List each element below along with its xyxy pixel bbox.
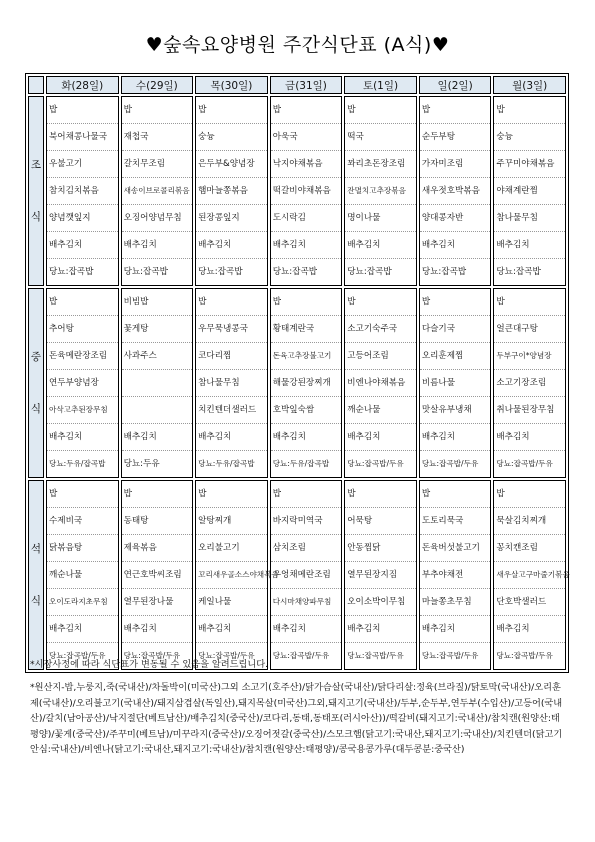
- origin-notes: *원산지-밥,누룽지,죽(국내산)/차돌박이(미국산)그외 소고기(호주산)/닭가슴살(국내산)/닭다리살:정육(브라질)/닭토막(국내산)/오리훈제(국내산)/오리불고기(국내산)/돼지삼겹살(독일산),돼지목살(미국산)그외,돼지고기(국내산)/두부,순두부,연두부(수입산)/고등어(국내산)/갈치(남아공산)/낙지절단(베트남산)/배추김치(중국산)/코다리,동태,동태포(러시아산))/떡갈비(돼지고기:국내산)/참치캔(원양산:태평양)/꽃게(중국산)/주꾸미(베트남)/미꾸라지(중국산)/오징어젓갈(중국산)/스모크햄(닭고기:국내산,돼지고기:국내산)/치킨텐더(닭고기안심:국내산)/비엔나(닭고기:국내산,돼지고기:국내산)/참치캔(원양산:태평양)/콩국용콩가루(대두콩분:중국산): [30, 682, 563, 755]
- menu-item: 밥: [494, 289, 565, 316]
- day-header-tue: 화(28일): [46, 76, 119, 94]
- menu-item: 열무된장지짐: [345, 562, 416, 589]
- menu-item: 밥: [494, 481, 565, 508]
- day-header-row: [28, 76, 566, 94]
- menu-cell: [270, 288, 343, 478]
- menu-item: 꽈리초돈장조림: [345, 151, 416, 178]
- menu-item: 배추김치: [345, 616, 416, 643]
- menu-cell: [121, 480, 194, 670]
- menu-item: 깨순나물: [47, 562, 118, 589]
- menu-item: 당뇨:잡곡밥: [272, 267, 318, 277]
- menu-item: 야채계란찜: [494, 178, 565, 205]
- menu-cell: [270, 96, 343, 286]
- menu-item: 비름나물: [420, 370, 491, 397]
- menu-item: 숭늉: [196, 124, 267, 151]
- menu-item: 햄마늘쫑볶음: [196, 178, 267, 205]
- menu-cell: [46, 288, 119, 478]
- menu-item: 숭늉: [494, 124, 565, 151]
- menu-item: 순두부탕: [420, 124, 491, 151]
- menu-item: 연근호박씨조림: [122, 562, 193, 589]
- menu-item: 오이도라지초무침: [47, 589, 118, 616]
- menu-item: 밥: [47, 481, 118, 508]
- menu-item: 잔멸치고추장볶음: [345, 178, 416, 205]
- menu-cell: [46, 96, 119, 286]
- menu-item: 사과주스: [122, 343, 193, 370]
- menu-cell: [195, 288, 268, 478]
- menu-item: 맛살유부냉채: [420, 397, 491, 424]
- menu-item: 부추야채전: [420, 562, 491, 589]
- menu-item: 꽁치캔조림: [494, 535, 565, 562]
- menu-item: [122, 370, 193, 397]
- menu-cell: [344, 288, 417, 478]
- menu-item: 우불고기: [47, 151, 118, 178]
- menu-item: 밥: [420, 289, 491, 316]
- menu-item: 새우젓호박볶음: [420, 178, 491, 205]
- menu-item: 다시마채양파무침: [271, 589, 342, 616]
- menu-item: 소고기장조림: [494, 370, 565, 397]
- menu-item: 밥: [271, 289, 342, 316]
- menu-item: 황태계란국: [271, 316, 342, 343]
- menu-item: 제육볶음: [122, 535, 193, 562]
- menu-item: 단호박샐러드: [494, 589, 565, 616]
- menu-item: 호박잎숙쌈: [271, 397, 342, 424]
- menu-item: 밥: [345, 97, 416, 124]
- menu-item: 묵살김치찌개: [494, 508, 565, 535]
- menu-item: 밥: [122, 97, 193, 124]
- menu-item: 배추김치: [271, 232, 342, 259]
- menu-item: 배추김치: [271, 616, 342, 643]
- menu-item: 비빔밥: [122, 289, 193, 316]
- menu-item: 당뇨:잡곡밥: [49, 267, 94, 277]
- menu-item: 아욱국: [271, 124, 342, 151]
- menu-item: 닭볶음탕: [47, 535, 118, 562]
- menu-item: 당뇨:잡곡밥/두유: [198, 651, 255, 660]
- menu-item: 당뇨:잡곡밥/두유: [496, 651, 553, 660]
- menu-item: 수제비국: [47, 508, 118, 535]
- menu-item: 다슬기국: [420, 316, 491, 343]
- menu-item: 취나물된장무침: [494, 397, 565, 424]
- menu-item: 배추김치: [345, 232, 416, 259]
- menu-item: 당뇨:잡곡밥/두유: [123, 651, 181, 660]
- menu-item: 당뇨:두유/잡곡밥: [272, 459, 330, 468]
- menu-item: 삼치조림: [271, 535, 342, 562]
- menu-item: 도시락김: [271, 205, 342, 232]
- menu-item: 밥: [47, 289, 118, 316]
- menu-item: 새우살고구마줄기볶음: [494, 562, 565, 589]
- menu-item: 배추김치: [122, 232, 193, 259]
- meal-label-dinner: [28, 480, 44, 670]
- menu-item: 배추김치: [494, 232, 565, 259]
- meal-label-text: 중 식: [30, 351, 42, 415]
- menu-item: 밥: [271, 97, 342, 124]
- menu-item: 배추김치: [271, 424, 342, 451]
- menu-item: 양념깻잎지: [47, 205, 118, 232]
- menu-cell: [493, 96, 566, 286]
- weekly-menu-table: [25, 73, 569, 673]
- menu-item: 우엉채메란조림: [271, 562, 342, 589]
- menu-cell: [121, 288, 194, 478]
- menu-item: 밥: [196, 97, 267, 124]
- menu-item: 배추김치: [345, 424, 416, 451]
- menu-item: 은두부&양념장: [196, 151, 267, 178]
- menu-item: 배추김치: [122, 424, 193, 451]
- menu-item: 오이소박이무침: [345, 589, 416, 616]
- menu-item: 낙지야채볶음: [271, 151, 342, 178]
- menu-cell: [344, 96, 417, 286]
- menu-item: 깨순나물: [345, 397, 416, 424]
- page-title: ♥숲속요양병원 주간식단표 (A식)♥: [145, 34, 450, 56]
- menu-item: 당뇨:두유/잡곡밥: [49, 459, 106, 468]
- menu-item: 두부구이*양념장: [494, 343, 565, 370]
- menu-item: 새송이브로콜리볶음: [122, 178, 193, 205]
- notice-line: *시장사정에 따라 식단표가 변동될 수 있음을 알려드립니다.: [30, 659, 269, 670]
- meal-row-lunch: [28, 288, 566, 478]
- menu-item: 오징어양념무침: [122, 205, 193, 232]
- menu-item: 밥: [122, 481, 193, 508]
- menu-item: 당뇨:잡곡밥/두유: [347, 651, 404, 660]
- day-header-mon: 월(3일): [493, 76, 566, 94]
- menu-item: 아삭고추된장무침: [47, 397, 118, 424]
- menu-item: 당뇨:잡곡밥/두유: [421, 459, 479, 468]
- menu-item: 밥: [271, 481, 342, 508]
- meal-label-text: 석 식: [30, 543, 42, 607]
- menu-item: 얼큰대구탕: [494, 316, 565, 343]
- menu-item: 배추김치: [196, 616, 267, 643]
- menu-cell: [493, 288, 566, 478]
- menu-item: 고등어조림: [345, 343, 416, 370]
- menu-item: 배추김치: [196, 424, 267, 451]
- menu-item: 명이나물: [345, 205, 416, 232]
- header-corner: [28, 76, 44, 94]
- day-header-sat: 토(1일): [344, 76, 417, 94]
- menu-item: 밥: [345, 481, 416, 508]
- menu-item: 당뇨:잡곡밥: [347, 267, 392, 277]
- menu-item: 주꾸미야채볶음: [494, 151, 565, 178]
- menu-item: 돈육고추장불고기: [271, 343, 342, 370]
- menu-item: 배추김치: [196, 232, 267, 259]
- menu-item: 마늘쫑초무침: [420, 589, 491, 616]
- menu-item: 꽃게탕: [122, 316, 193, 343]
- menu-item: 배추김치: [494, 616, 565, 643]
- menu-item: 도토리묵국: [420, 508, 491, 535]
- meal-label-breakfast: [28, 96, 44, 286]
- menu-item: 케일나물: [196, 589, 267, 616]
- menu-item: 돈육버섯불고기: [420, 535, 491, 562]
- menu-item: 재첩국: [122, 124, 193, 151]
- menu-item: 연두부양념장: [47, 370, 118, 397]
- meal-label-lunch: [28, 288, 44, 478]
- menu-item: 배추김치: [420, 232, 491, 259]
- menu-item: 추어탕: [47, 316, 118, 343]
- menu-cell: [419, 96, 492, 286]
- menu-item: 배추김치: [420, 616, 491, 643]
- meal-label-text: 조 식: [30, 159, 42, 223]
- menu-item: 당뇨:잡곡밥: [421, 267, 467, 277]
- menu-item: 오리불고기: [196, 535, 267, 562]
- menu-item: 밥: [494, 97, 565, 124]
- menu-item: 코다리찜: [196, 343, 267, 370]
- menu-item: 동태탕: [122, 508, 193, 535]
- menu-item: 열무된장나물: [122, 589, 193, 616]
- menu-item: 밥: [47, 97, 118, 124]
- menu-cell: [121, 96, 194, 286]
- menu-item: 갈치무조림: [122, 151, 193, 178]
- menu-item: 당뇨:잡곡밥: [198, 267, 243, 277]
- day-header-thu: 목(30일): [195, 76, 268, 94]
- menu-item: 당뇨:잡곡밥/두유: [421, 651, 479, 660]
- menu-item: 안동찜닭: [345, 535, 416, 562]
- menu-item: 당뇨:두유: [123, 459, 160, 469]
- menu-item: 배추김치: [420, 424, 491, 451]
- menu-item: 밥: [420, 481, 491, 508]
- menu-cell: [493, 480, 570, 670]
- menu-item: 양대콩자반: [420, 205, 491, 232]
- menu-item: 밥: [196, 289, 267, 316]
- menu-item: 당뇨:두유/잡곡밥: [198, 459, 255, 468]
- menu-item: 알탕찌개: [196, 508, 267, 535]
- menu-item: 소고기숙주국: [345, 316, 416, 343]
- menu-item: 당뇨:잡곡밥/두유: [496, 459, 553, 468]
- menu-item: 밥: [196, 481, 267, 508]
- menu-item: 참나물무침: [196, 370, 267, 397]
- menu-cell: [419, 288, 492, 478]
- menu-item: 밥: [420, 97, 491, 124]
- menu-item: 배추김치: [47, 424, 118, 451]
- menu-cell: [344, 480, 417, 670]
- meal-row-breakfast: [28, 96, 566, 286]
- day-header-wed: 수(29일): [121, 76, 194, 94]
- menu-item: [122, 397, 193, 424]
- menu-item: 참나물무침: [494, 205, 565, 232]
- menu-item: 바지락미역국: [271, 508, 342, 535]
- menu-item: 배추김치: [47, 232, 118, 259]
- menu-item: 돈육메란장조림: [47, 343, 118, 370]
- menu-cell: [270, 480, 343, 670]
- menu-item: 오리훈제찜: [420, 343, 491, 370]
- menu-item: 당뇨:잡곡밥/두유: [49, 651, 106, 660]
- menu-item: 배추김치: [47, 616, 118, 643]
- menu-item: 어묵탕: [345, 508, 416, 535]
- menu-item: 비엔나야채볶음: [345, 370, 416, 397]
- meal-row-dinner: [28, 480, 566, 670]
- menu-item: 당뇨:잡곡밥/두유: [272, 651, 330, 660]
- menu-item: 꼬리새우골소스야채볶음: [196, 562, 267, 589]
- menu-cell: [195, 480, 279, 670]
- menu-item: 떡국: [345, 124, 416, 151]
- day-header-fri: 금(31일): [270, 76, 343, 94]
- menu-item: 당뇨:잡곡밥: [496, 267, 541, 277]
- menu-item: 당뇨:잡곡밥/두유: [347, 459, 404, 468]
- menu-cell: [419, 480, 492, 670]
- menu-item: 배추김치: [494, 424, 565, 451]
- menu-item: 참치김치볶음: [47, 178, 118, 205]
- menu-cell: [46, 480, 119, 670]
- menu-cell: [195, 96, 268, 286]
- menu-item: 우무묵냉콩국: [196, 316, 267, 343]
- menu-item: 배추김치: [122, 616, 193, 643]
- menu-item: 가자미조림: [420, 151, 491, 178]
- menu-item: 밥: [345, 289, 416, 316]
- day-header-sun: 일(2일): [419, 76, 492, 94]
- menu-item: 북어채콩나물국: [47, 124, 118, 151]
- menu-item: 당뇨:잡곡밥: [123, 267, 168, 277]
- menu-item: 치킨텐더샐러드: [196, 397, 267, 424]
- menu-item: 된장콩잎지: [196, 205, 267, 232]
- menu-item: 떡갈비야채볶음: [271, 178, 342, 205]
- menu-item: 해물강된장찌개: [271, 370, 342, 397]
